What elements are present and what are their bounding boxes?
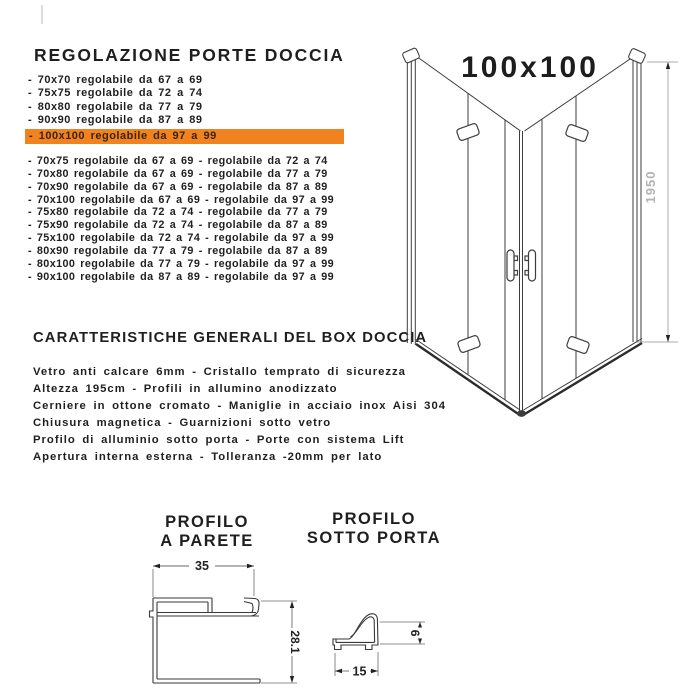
profile-outline xyxy=(333,614,378,650)
height-dimension xyxy=(261,601,302,683)
caratteristica-line: Apertura interna esterna - Tolleranza -20mm per lato xyxy=(33,451,383,464)
scan-margin-tick xyxy=(41,5,43,24)
hinge-right-top xyxy=(565,124,589,142)
wall-bracket-right xyxy=(628,48,646,64)
arrow-up xyxy=(290,601,294,608)
heading-line: A PARETE xyxy=(160,531,254,550)
arrow-up xyxy=(666,62,670,69)
caratteristica-line: Vetro anti calcare 6mm - Cristallo temprato di sicurezza xyxy=(33,366,406,378)
width-dim-label: 35 xyxy=(195,559,209,573)
list-item: - 90x100 regolabile da 87 a 89 - regolabile da 97 a 99 xyxy=(28,270,335,283)
bottom-rails xyxy=(416,343,642,415)
list-item: - 70x80 regolabile da 67 a 69 - regolabile da 77 a 79 xyxy=(28,167,328,180)
single-size-list xyxy=(28,74,202,128)
arrow-up xyxy=(418,622,422,628)
caratteristica-line: Cerniere in ottone cromato - Maniglie in acciaio inox Aisi 304 xyxy=(33,400,447,413)
height-dim-label: 28.1 xyxy=(288,630,302,654)
arrow-left xyxy=(153,564,160,569)
page-title: REGOLAZIONE PORTE DOCCIA xyxy=(34,45,345,65)
caratteristica-line: Altezza 195cm - Profili in allumino anodizzato xyxy=(33,383,338,396)
list-item: - 75x100 regolabile da 72 a 74 - regolabile da 97 a 99 xyxy=(28,232,335,245)
heading-line: PROFILO xyxy=(165,513,249,531)
height-dim-label: 1950 xyxy=(643,170,658,204)
wall-profile-drawing xyxy=(140,555,310,690)
list-item: - 80x80 regolabile da 77 a 79 xyxy=(28,100,203,113)
list-item: - 80x100 regolabile da 77 a 79 - regolabile da 97 a 99 xyxy=(28,257,335,270)
arrow-down xyxy=(290,676,294,683)
hinge-left-top xyxy=(456,123,480,141)
list-item: - 70x75 regolabile da 67 a 69 - regolabile da 72 a 74 xyxy=(28,155,328,167)
wall-bracket-left xyxy=(402,47,420,63)
highlighted-size-row xyxy=(25,129,344,145)
width-dim-label: 15 xyxy=(352,664,367,679)
width-dimension xyxy=(153,559,254,597)
arrow-right xyxy=(371,669,378,673)
shower-enclosure-drawing xyxy=(385,25,685,425)
arrow-down xyxy=(666,335,670,342)
arrow-left xyxy=(335,669,342,673)
hinge-left-bottom xyxy=(457,335,481,353)
double-size-list xyxy=(28,155,334,283)
list-item: - 75x90 regolabile da 72 a 74 - regolabile da 87 a 89 xyxy=(28,219,328,232)
list-item: - 75x80 regolabile da 72 a 74 - regolabile da 77 a 79 xyxy=(28,206,328,219)
heading-line: PROFILO xyxy=(332,510,416,528)
caratteristica-line: Chiusura magnetica - Guarnizioni sotto vetro xyxy=(33,417,332,430)
height-dimension xyxy=(637,62,678,342)
diagram-size-label: 100x100 xyxy=(461,51,599,84)
arrow-right xyxy=(247,564,254,569)
list-item: - 90x90 regolabile da 87 a 89 xyxy=(28,114,203,127)
under-door-profile-heading xyxy=(299,510,449,547)
door-handle-right xyxy=(529,250,536,281)
enclosure-frame xyxy=(407,51,642,413)
list-item: - 70x100 regolabile da 67 a 69 - regolabile da 97 a 99 xyxy=(28,193,335,206)
profile-outline xyxy=(150,598,261,683)
heading-line: SOTTO PORTA xyxy=(306,528,442,547)
corner-foot xyxy=(517,410,526,417)
list-item: - 70x90 regolabile da 67 a 69 - regolabile da 87 a 89 xyxy=(28,180,328,193)
caratteristica-line: Profilo di alluminio sotto porta - Porte con sistema Lift xyxy=(33,434,405,447)
highlighted-size-text: - 100x100 regolabile da 97 a 99 xyxy=(29,129,217,142)
wall-profile-heading xyxy=(132,513,282,550)
door-handle-left xyxy=(507,250,514,281)
caratteristiche-heading: CARATTERISTICHE GENERALI DEL BOX DOCCIA xyxy=(33,330,428,346)
list-item: - 70x70 regolabile da 67 a 69 xyxy=(28,74,203,86)
arrow-down xyxy=(418,639,422,645)
height-dim-label: 9 xyxy=(408,629,423,637)
height-dimension xyxy=(380,622,426,644)
list-item: - 75x75 regolabile da 72 a 74 xyxy=(28,87,203,100)
door-handles xyxy=(507,250,536,281)
under-door-profile-drawing xyxy=(315,575,440,685)
hinge-right-bottom xyxy=(566,336,590,354)
width-dimension xyxy=(335,652,378,679)
list-item: - 80x90 regolabile da 77 a 79 - regolabile da 87 a 89 xyxy=(28,244,328,257)
